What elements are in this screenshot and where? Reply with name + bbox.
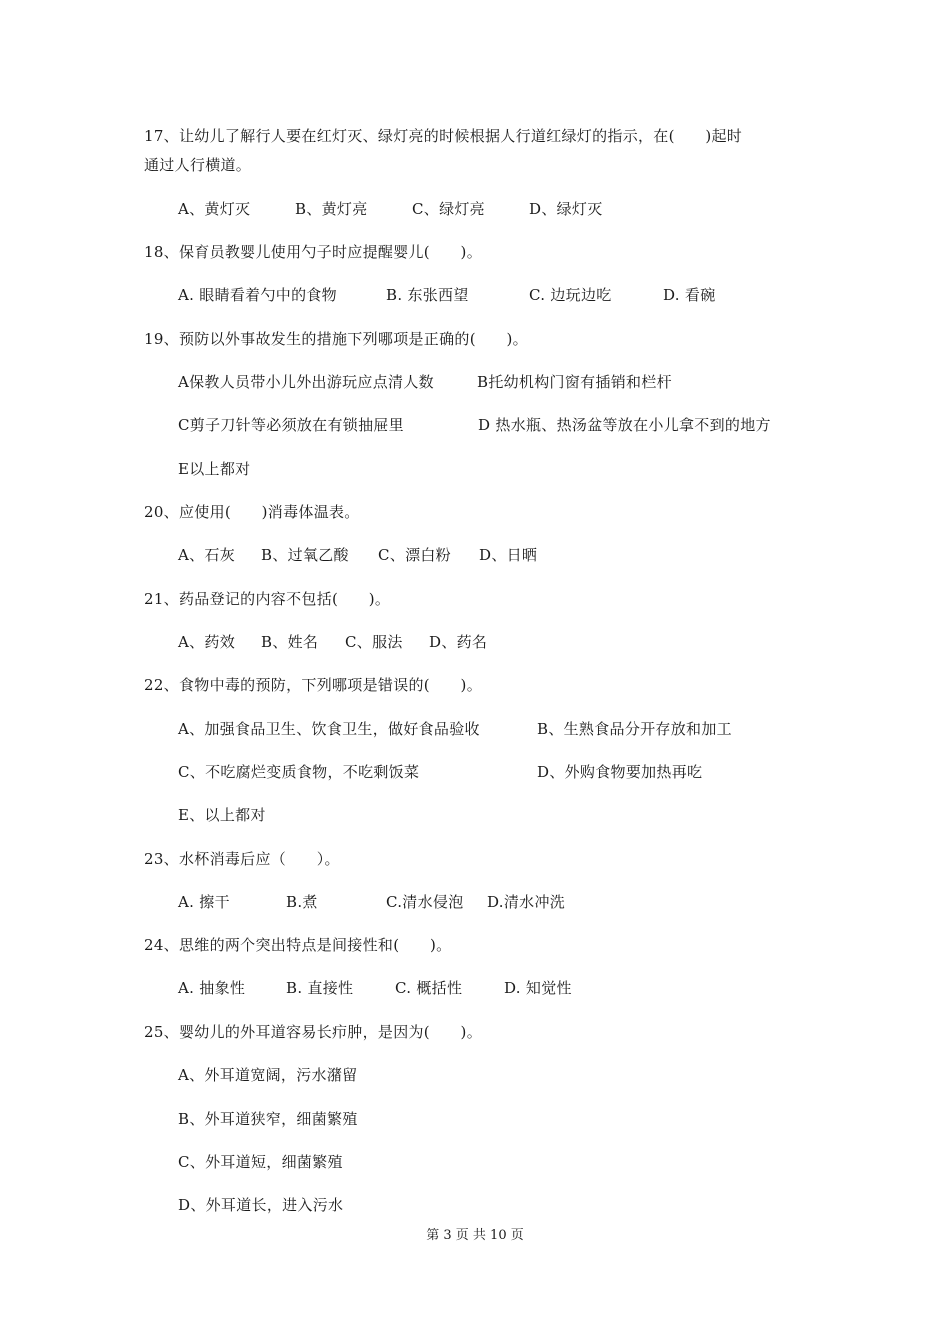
question-21-option-a: A、药效 bbox=[178, 633, 236, 651]
question-23-stem: 23、水杯消毒后应（ ）。 bbox=[144, 850, 340, 868]
question-22-option-a: A、加强食品卫生、饮食卫生，做好食品验收 bbox=[178, 720, 480, 738]
question-24-option-d: D. 知觉性 bbox=[504, 979, 572, 997]
question-21-option-d: D、药名 bbox=[429, 633, 488, 651]
question-24-option-b: B. 直接性 bbox=[286, 979, 354, 997]
question-19-stem: 19、预防以外事故发生的措施下列哪项是正确的( )。 bbox=[144, 330, 528, 348]
question-20-option-c: C、漂白粉 bbox=[378, 546, 451, 564]
question-21-option-c: C、服法 bbox=[345, 633, 403, 651]
question-18-stem: 18、保育员教婴儿使用勺子时应提醒婴儿( )。 bbox=[144, 243, 482, 261]
question-17-option-c: C、绿灯亮 bbox=[412, 200, 485, 218]
question-22-option-e: E、以上都对 bbox=[178, 806, 266, 824]
question-25-option-d: D、外耳道长，进入污水 bbox=[178, 1196, 344, 1214]
question-24-option-a: A. 抽象性 bbox=[178, 979, 246, 997]
question-18-option-c: C. 边玩边吃 bbox=[529, 286, 612, 304]
question-19-option-c: C剪子刀针等必须放在有锁抽屉里 bbox=[178, 416, 404, 434]
question-19-option-e: E以上都对 bbox=[178, 460, 251, 478]
question-21-option-b: B、姓名 bbox=[261, 633, 319, 651]
question-19-option-a: A保教人员带小儿外出游玩应点清人数 bbox=[178, 373, 434, 391]
question-17-stem-line-1: 17、让幼儿了解行人要在红灯灭、绿灯亮的时候根据人行道红绿灯的指示，在( )起时 bbox=[144, 127, 743, 145]
question-23-option-b: B.煮 bbox=[286, 893, 318, 911]
question-23-option-d: D.清水冲洗 bbox=[487, 893, 566, 911]
question-22-option-c: C、不吃腐烂变质食物，不吃剩饭菜 bbox=[178, 763, 420, 781]
question-25-stem: 25、婴幼儿的外耳道容易长疖肿，是因为( )。 bbox=[144, 1023, 482, 1041]
question-18-option-a: A. 眼睛看着勺中的食物 bbox=[178, 286, 337, 304]
question-25-option-c: C、外耳道短，细菌繁殖 bbox=[178, 1153, 343, 1171]
question-23-option-a: A. 擦干 bbox=[178, 893, 230, 911]
question-22-option-b: B、生熟食品分开存放和加工 bbox=[537, 720, 732, 738]
question-24-stem: 24、思维的两个突出特点是间接性和( )。 bbox=[144, 936, 452, 954]
question-23-option-c: C.清水侵泡 bbox=[386, 893, 464, 911]
question-17-option-a: A、黄灯灭 bbox=[178, 200, 251, 218]
question-19-option-d: D 热水瓶、热汤盆等放在小儿拿不到的地方 bbox=[478, 416, 771, 434]
question-22-stem: 22、食物中毒的预防，下列哪项是错误的( )。 bbox=[144, 676, 482, 694]
question-18-option-b: B. 东张西望 bbox=[386, 286, 469, 304]
question-17-option-b: B、黄灯亮 bbox=[295, 200, 368, 218]
question-20-stem: 20、应使用( )消毒体温表。 bbox=[144, 503, 360, 521]
question-25-option-a: A、外耳道宽阔，污水潴留 bbox=[178, 1066, 358, 1084]
question-21-stem: 21、药品登记的内容不包括( )。 bbox=[144, 590, 391, 608]
question-20-option-a: A、石灰 bbox=[178, 546, 236, 564]
question-18-option-d: D. 看碗 bbox=[663, 286, 716, 304]
question-22-option-d: D、外购食物要加热再吃 bbox=[537, 763, 703, 781]
page-number-footer: 第 3 页 共 10 页 bbox=[426, 1228, 524, 1243]
question-24-option-c: C. 概括性 bbox=[395, 979, 463, 997]
question-19-option-b: B托幼机构门窗有插销和栏杆 bbox=[477, 373, 672, 391]
question-17-stem-line-2: 通过人行横道。 bbox=[144, 156, 252, 174]
question-17-option-d: D、绿灯灭 bbox=[529, 200, 603, 218]
question-25-option-b: B、外耳道狭窄，细菌繁殖 bbox=[178, 1110, 358, 1128]
question-20-option-b: B、过氧乙酸 bbox=[261, 546, 349, 564]
question-20-option-d: D、日晒 bbox=[479, 546, 538, 564]
